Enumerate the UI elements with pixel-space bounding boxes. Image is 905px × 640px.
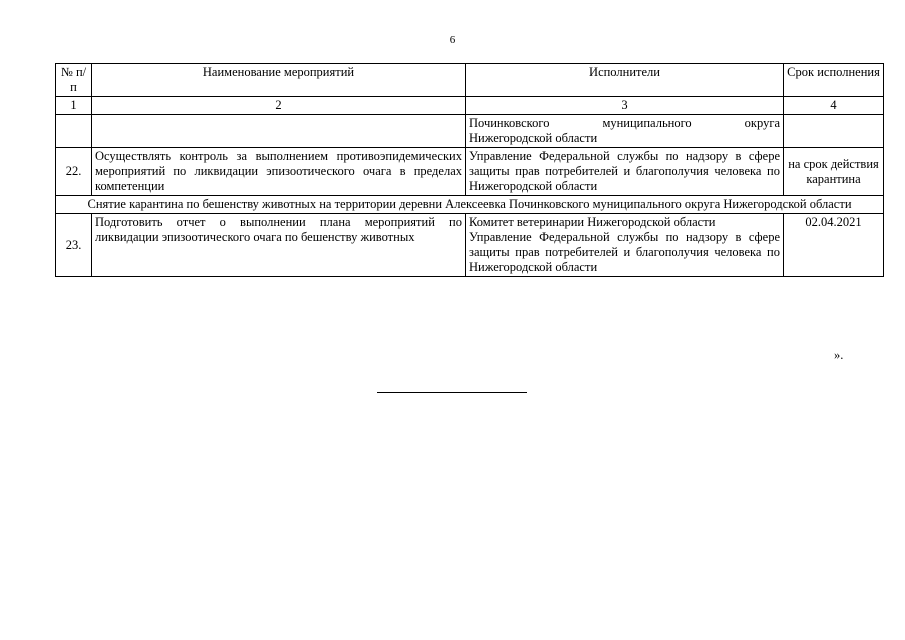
- section-title: Снятие карантина по бешенству животных на территории деревни Алексеевка Починковского муниципального округа Нижегородской области: [56, 196, 884, 214]
- row22-name: Осуществлять контроль за выполнением противоэпидемических мероприятий по ликвидации эпизоотического очага в пределах компетенции: [92, 148, 466, 196]
- header-executors: Исполнители: [466, 64, 784, 97]
- continuation-row: [56, 115, 884, 148]
- row23-term: 02.04.2021: [784, 214, 884, 277]
- row22-term: на срок действия карантина: [784, 148, 884, 196]
- continuation-name-cell: [92, 115, 466, 148]
- column-number-4: 4: [784, 97, 884, 115]
- closing-quote-mark: ».: [834, 348, 844, 362]
- row23-num: 23.: [56, 214, 92, 277]
- continuation-executor-line1: Починковского муниципального округа: [469, 116, 780, 130]
- table-row-22: [56, 148, 884, 196]
- row22-executors: Управление Федеральной службы по надзору в сфере защиты прав потребителей и благополучия человека по Нижегородской области: [466, 148, 784, 196]
- row23-executors: [466, 214, 784, 277]
- separator-line: [377, 392, 527, 393]
- table-row-23: [56, 214, 884, 277]
- page-number: 6: [449, 34, 456, 46]
- continuation-executor-cell: [466, 115, 784, 148]
- continuation-term-cell: [784, 115, 884, 148]
- column-number-2: 2: [92, 97, 466, 115]
- continuation-executor-line2: Нижегородской области: [469, 131, 598, 145]
- column-number-3: 3: [466, 97, 784, 115]
- row23-executor-2: Управление Федеральной службы по надзору в сфере защиты прав потребителей и благополучия человека по Нижегородской области: [469, 230, 780, 274]
- continuation-num-cell: [56, 115, 92, 148]
- column-number-row: [56, 97, 884, 115]
- header-term: Срок исполнения: [784, 64, 884, 97]
- row23-name: Подготовить отчет о выполнении плана мероприятий по ликвидации эпизоотического очага по бешенству животных: [92, 214, 466, 277]
- table-header-row: [56, 64, 884, 97]
- column-number-1: 1: [56, 97, 92, 115]
- header-name: Наименование мероприятий: [92, 64, 466, 97]
- row23-executor-1: Комитет ветеринарии Нижегородской области: [469, 215, 716, 229]
- row22-num: 22.: [56, 148, 92, 196]
- activities-table: [55, 63, 884, 277]
- section-title-row: [56, 196, 884, 214]
- header-num: № п/п: [56, 64, 92, 97]
